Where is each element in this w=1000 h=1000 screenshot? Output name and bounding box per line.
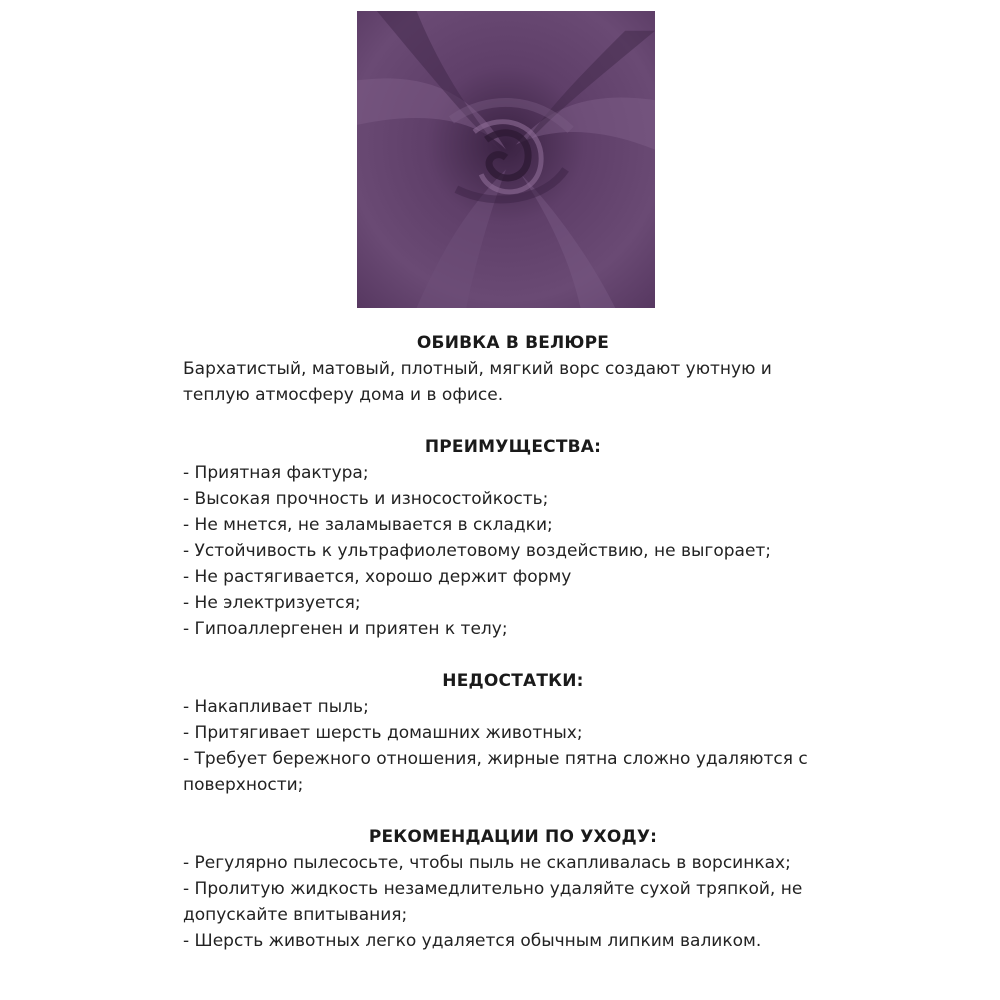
care-item: - Шерсть животных легко удаляется обычным липким валиком. [183,931,762,951]
description-content [183,330,843,954]
care-section [183,824,843,954]
advantages-heading: ПРЕИМУЩЕСТВА: [424,437,602,457]
disadvantage-item: - Притягивает шерсть домашних животных; [183,723,583,743]
advantage-item: - Приятная фактура; [183,463,369,483]
advantage-item: - Не мнется, не заламывается в складки; [183,515,553,535]
intro-heading: ОБИВКА В ВЕЛЮРЕ [416,333,610,353]
care-heading: РЕКОМЕНДАЦИИ ПО УХОДУ: [368,827,658,847]
intro-text: Бархатистый, матовый, плотный, мягкий ворс создают уютную и теплую атмосферу дома и в офисе. [183,359,772,405]
advantages-section [183,434,843,642]
advantage-item: - Гипоаллергенен и приятен к телу; [183,619,508,639]
fabric-swatch-image [357,11,655,308]
advantage-item: - Не растягивается, хорошо держит форму [183,567,572,587]
intro-section [183,330,843,408]
care-item: - Пролитую жидкость незамедлительно удаляйте сухой тряпкой, не допускайте впитывания; [183,879,803,925]
disadvantages-section [183,668,843,798]
disadvantage-item: - Требует бережного отношения, жирные пятна сложно удаляются с поверхности; [183,749,808,795]
care-item: - Регулярно пылесосьте, чтобы пыль не скапливалась в ворсинках; [183,853,791,873]
disadvantage-item: - Накапливает пыль; [183,697,369,717]
advantage-item: - Не электризуется; [183,593,361,613]
velour-fabric-swirl [357,11,655,308]
advantage-item: - Устойчивость к ультрафиолетовому воздействию, не выгорает; [183,541,772,561]
disadvantages-heading: НЕДОСТАТКИ: [442,671,584,691]
advantage-item: - Высокая прочность и износостойкость; [183,489,549,509]
